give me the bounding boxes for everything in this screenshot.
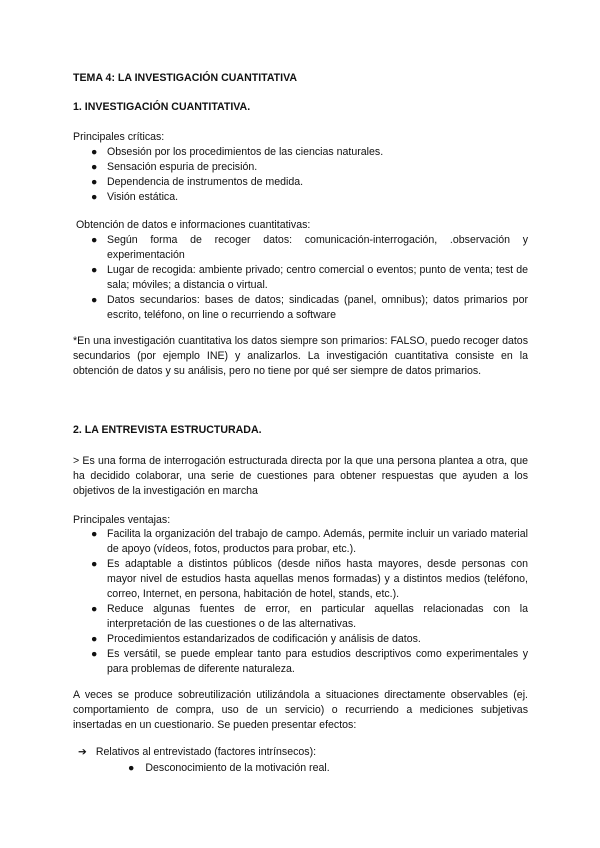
bullet-icon: ● bbox=[91, 528, 98, 540]
veces-paragraph: A veces se produce sobreutilización utilizándola a situaciones directamente observables (ej. comportamiento de compra, uso de un servicio) o recurriendo a mediciones subjetivas insertadas en un cuestionario. Se pueden presentar efectos: bbox=[73, 689, 528, 731]
arrow-icon: ➔ bbox=[78, 746, 87, 758]
bullet-icon: ● bbox=[128, 762, 135, 774]
obtencion-list bbox=[91, 233, 528, 323]
list-item: ● Procedimientos estandarizados de codificación y análisis de datos. bbox=[91, 633, 421, 645]
bullet-icon: ● bbox=[91, 264, 98, 276]
list-item: ● Es versátil, se puede emplear tanto para estudios descriptivos como experimentales y para problemas de diferente naturaleza. bbox=[91, 648, 528, 675]
document-title: TEMA 4: LA INVESTIGACIÓN CUANTITATIVA bbox=[73, 72, 298, 84]
list-item: ● Obsesión por los procedimientos de las ciencias naturales. bbox=[91, 146, 384, 158]
list-item: ● Dependencia de instrumentos de medida. bbox=[91, 176, 304, 188]
ventajas-list bbox=[91, 527, 528, 677]
section-1-heading: 1. INVESTIGACIÓN CUANTITATIVA. bbox=[73, 101, 251, 113]
note-paragraph: *En una investigación cuantitativa los datos siempre son primarios: FALSO, puedo recoger datos secundarios (por ejemplo INE) y analizarlos. La investigación cuantitativa consiste en la obtención de datos y su análisis, pero no tiene por qué ser siempre de datos primarios. bbox=[73, 335, 528, 377]
obtencion-label: Obtención de datos e informaciones cuantitativas: bbox=[73, 219, 311, 231]
bullet-icon: ● bbox=[91, 176, 98, 188]
section-2-heading: 2. LA ENTREVISTA ESTRUCTURADA. bbox=[73, 424, 262, 436]
bullet-icon: ● bbox=[91, 191, 98, 203]
arrow-list-item bbox=[78, 745, 316, 760]
list-item: ● Visión estática. bbox=[91, 191, 179, 203]
list-item: ● Sensación espuria de precisión. bbox=[91, 161, 258, 173]
ventajas-label: Principales ventajas: bbox=[73, 514, 171, 526]
bullet-icon: ● bbox=[91, 648, 98, 660]
list-item: ● Facilita la organización del trabajo de campo. Además, permite incluir un variado material de apoyo (vídeos, fotos, productos para probar, etc.). bbox=[91, 528, 528, 555]
list-item: ● Es adaptable a distintos públicos (desde niños hasta mayores, desde personas con mayor nivel de estudios hasta aquellas menos formadas) y a distintos medios (teléfono, correo, Internet, en persona, habitación de hotel, stands, etc.). bbox=[91, 558, 528, 600]
bullet-icon: ● bbox=[91, 294, 98, 306]
intro-paragraph: > Es una forma de interrogación estructurada directa por la que una persona plantea a otra, que ha decidido colaborar, una serie de cuestiones para obtener respuestas que ayuden a los objetivos de la investigación en marcha bbox=[73, 455, 528, 497]
bullet-icon: ● bbox=[91, 161, 98, 173]
list-item: ● Lugar de recogida: ambiente privado; centro comercial o eventos; punto de venta; test de sala; móviles; a distancia o virtual. bbox=[91, 264, 528, 291]
criticas-list bbox=[91, 145, 528, 205]
bullet-icon: ● bbox=[91, 558, 98, 570]
sub-list-item bbox=[128, 761, 330, 776]
bullet-icon: ● bbox=[91, 633, 98, 645]
criticas-label: Principales críticas: bbox=[73, 131, 165, 143]
arrow-item-text: Relativos al entrevistado (factores intrínsecos): bbox=[95, 746, 317, 758]
bullet-icon: ● bbox=[91, 234, 98, 246]
list-item: ● Reduce algunas fuentes de error, en particular aquellas relacionadas con la interpretación de las cuestiones o de las alternativas. bbox=[91, 603, 528, 630]
bullet-icon: ● bbox=[91, 146, 98, 158]
sub-item-text: Desconocimiento de la motivación real. bbox=[145, 762, 330, 774]
bullet-icon: ● bbox=[91, 603, 98, 615]
list-item: ● Según forma de recoger datos: comunicación-interrogación, .observación y experimentación bbox=[91, 234, 528, 261]
list-item: ● Datos secundarios: bases de datos; sindicadas (panel, omnibus); datos primarios por escrito, teléfono, on line o recurriendo a software bbox=[91, 294, 528, 321]
